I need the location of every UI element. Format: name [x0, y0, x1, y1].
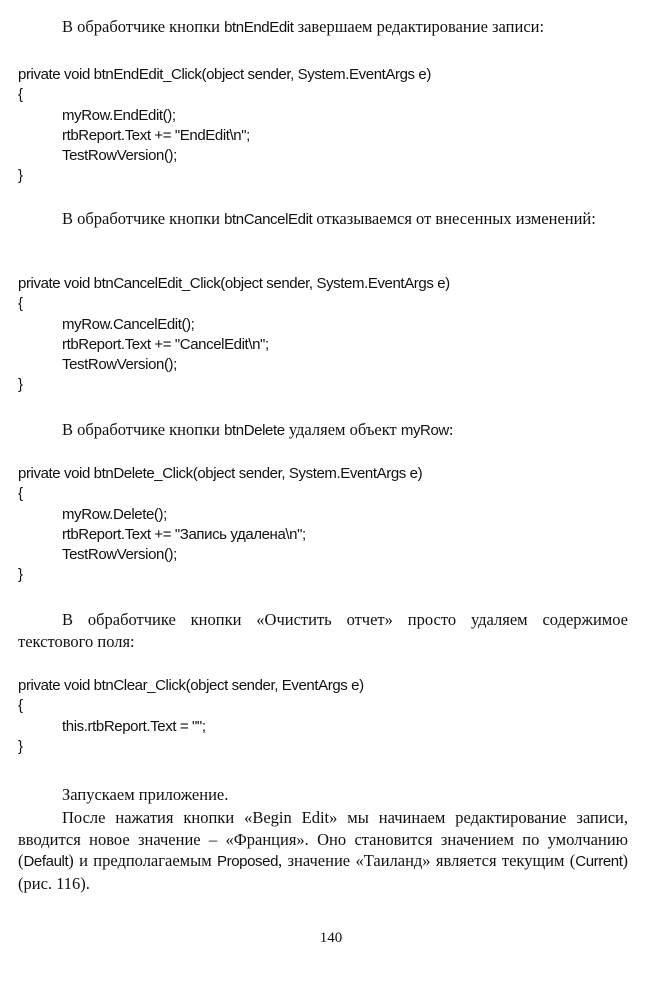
page-number: 140 — [319, 930, 343, 946]
code-line: private void btnCancelEdit_Click(object sender, System.EventArgs e) — [18, 275, 450, 292]
code-line: private void btnDelete_Click(object sender, System.EventArgs e) — [18, 465, 423, 482]
code-block-end-edit — [18, 65, 638, 187]
code-line: rtbReport.Text += "EndEdit\n"; — [62, 126, 250, 144]
code-line: { — [18, 485, 23, 503]
code-line: { — [18, 697, 23, 715]
code-line: private void btnClear_Click(object sender, EventArgs e) — [18, 677, 364, 694]
code-line: this.rtbReport.Text = ""; — [62, 717, 206, 735]
code-line: { — [18, 86, 23, 104]
code-line: } — [18, 737, 23, 755]
inline-code: Proposed — [217, 853, 279, 870]
code-line: myRow.Delete(); — [62, 505, 167, 523]
code-line: } — [18, 566, 23, 584]
inline-code: btnDelete — [224, 422, 285, 439]
code-line: TestRowVersion(); — [62, 147, 177, 165]
code-line: } — [18, 376, 23, 394]
paragraph-delete: В обработчике кнопки btnDelete удаляем объект myRow: — [62, 420, 454, 439]
code-line: rtbReport.Text += "Запись удалена\n"; — [62, 525, 306, 543]
paragraph-clear: В обработчике кнопки «Очистить отчет» просто удаляем содержимое текстового поля: — [18, 610, 628, 651]
code-line: { — [18, 295, 23, 313]
inline-code: Default — [23, 853, 69, 870]
code-line: myRow.CancelEdit(); — [62, 315, 195, 333]
code-line: TestRowVersion(); — [62, 546, 177, 564]
code-line: private void btnEndEdit_Click(object sender, System.EventArgs e) — [18, 66, 431, 83]
code-line: rtbReport.Text += "CancelEdit\n"; — [62, 335, 269, 353]
code-block-clear — [18, 676, 638, 757]
inline-code: btnCancelEdit — [224, 211, 313, 228]
inline-code: myRow — [400, 422, 449, 439]
code-line: myRow.EndEdit(); — [62, 106, 176, 124]
inline-code: Current — [575, 853, 623, 870]
paragraph-launch: Запускаем приложение. — [62, 785, 229, 804]
paragraph-begin-edit: После нажатия кнопки «Begin Edit» мы начинаем редактирование записи, вводится новое значение – «Франция». Оно становится значением по умолчанию (Default) и предполагаемым Proposed, значение «Таиланд» является текущим (Current) (рис. 116). — [18, 808, 628, 893]
code-block-delete — [18, 464, 638, 586]
inline-code: btnEndEdit — [224, 19, 294, 36]
code-line: } — [18, 167, 23, 185]
code-line: TestRowVersion(); — [62, 356, 177, 374]
code-block-cancel-edit — [18, 274, 638, 396]
paragraph-cancel-edit: В обработчике кнопки btnCancelEdit отказываемся от внесенных изменений: — [62, 209, 596, 228]
paragraph-end-edit: В обработчике кнопки btnEndEdit завершаем редактирование записи: — [62, 17, 545, 36]
